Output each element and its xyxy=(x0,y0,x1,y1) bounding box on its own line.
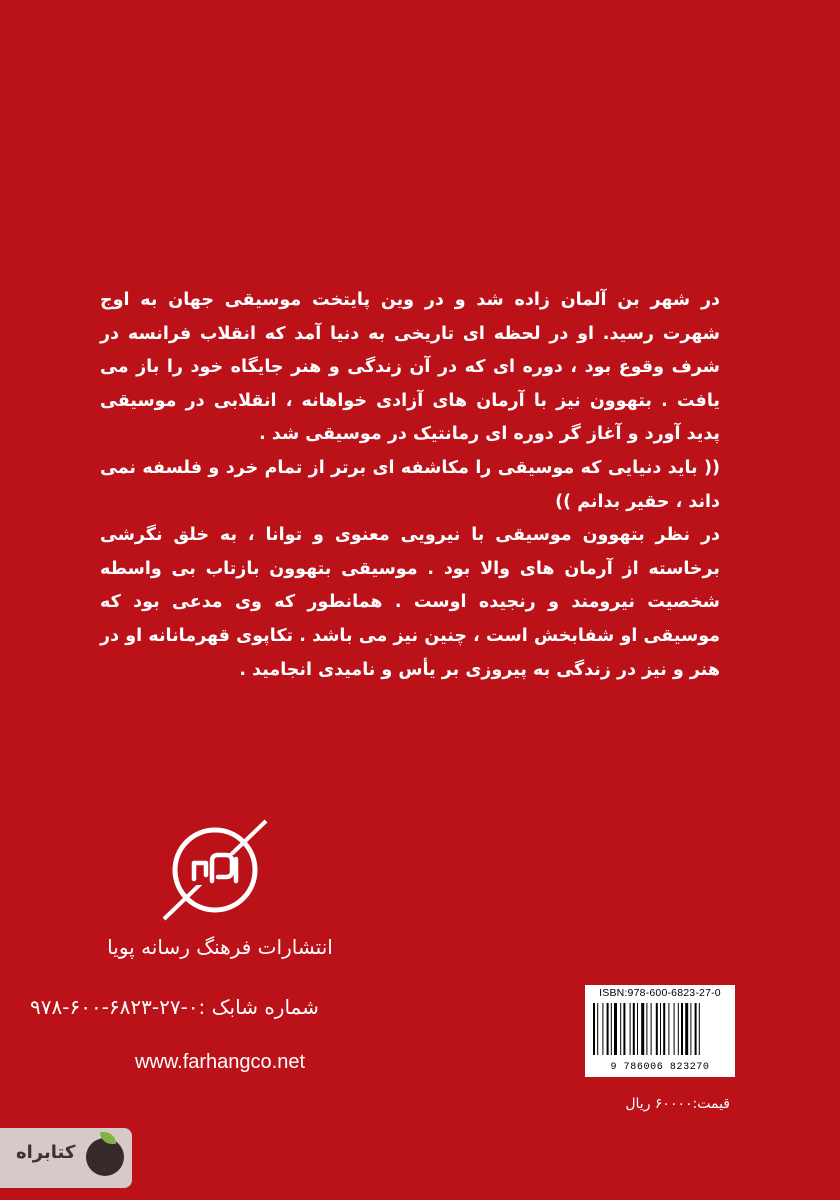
barcode-bar xyxy=(656,1003,658,1055)
barcode-bar xyxy=(641,1003,644,1055)
barcode-bar xyxy=(614,1003,617,1055)
website-link[interactable]: www.farhangco.net xyxy=(134,1051,306,1073)
barcode-bar xyxy=(668,1003,669,1055)
barcode-bar xyxy=(690,1003,691,1055)
barcode-bar xyxy=(674,1003,675,1055)
ketabrah-logo-icon xyxy=(86,1138,124,1176)
barcode-bar xyxy=(637,1003,638,1055)
isbn-text xyxy=(30,990,420,1024)
barcode-bar xyxy=(623,1003,625,1055)
barcode-bar xyxy=(597,1003,598,1055)
blurb-paragraph: در شهر بن آلمان زاده شد و در وین پایتخت موسیقی جهان به اوج شهرت رسید. او در لحظه ای تاریخی به دنیا آمد که انقلاب فرانسه در شرف وقوع بود ، دوره ای که در آن زندگی و هنر جایگاه خود را باز می یافت . بتهوون نیز با آرمان های آزادی خواهانه ، انقلابی در موسیقی پدید آورد و آغاز گر دوره ای رمانتیک در موسیقی شد . xyxy=(100,290,720,445)
back-cover-blurb xyxy=(100,284,720,687)
barcode-bar xyxy=(646,1003,647,1055)
barcode-bar xyxy=(685,1003,688,1055)
barcode-bar xyxy=(681,1003,683,1055)
isbn-line: شماره شابک :۰-۲۷-۶۸۲۳-۶۰۰-۹۷۸ xyxy=(30,995,319,1019)
barcode-bars-icon xyxy=(591,1003,729,1055)
price-label: قیمت:۶۰۰۰۰ ریال xyxy=(625,1096,730,1112)
barcode-bar xyxy=(611,1003,612,1055)
barcode-digits: 9 786006 823270 xyxy=(610,1062,710,1073)
barcode-bar xyxy=(633,1003,635,1055)
barcode-bar xyxy=(593,1003,595,1055)
barcode-bar xyxy=(620,1003,621,1055)
isbn-barcode xyxy=(585,985,735,1077)
barcode-bar xyxy=(663,1003,665,1055)
farhang-logo-icon xyxy=(160,815,270,925)
ketabrah-label: کتابراه xyxy=(16,1142,76,1163)
barcode-isbn-label: ISBN:978-600-6823-27-0 xyxy=(599,987,721,999)
publisher-name: انتشارات فرهنگ رسانه پویا xyxy=(107,935,333,959)
blurb-quote: (( باید دنیایی که موسیقی را مکاشفه ای برتر از تمام خرد و فلسفه نمی داند ، حقیر بدانم )) xyxy=(100,457,720,512)
barcode-bar xyxy=(699,1003,700,1055)
barcode-bar xyxy=(602,1003,603,1055)
barcode-bar xyxy=(630,1003,631,1055)
barcode-bar xyxy=(607,1003,609,1055)
barcode-bar xyxy=(660,1003,661,1055)
ketabrah-watermark xyxy=(0,1128,132,1188)
blurb-paragraph: در نظر بتهوون موسیقی با نیرویی معنوی و توانا ، به خلق نگرشی برخاسته از آرمان های والا بود . موسیقی بتهوون بازتاب بی واسطه شخصیت نیرومند و رنجیده اوست . همانطور که وی مدعی بود که موسیقی او شفابخش است ، چنین نیز می باشد . تکاپوی قهرمانانه او در هنر و نیز در زندگی به پیروزی بر یأس و نامیدی انجامید . xyxy=(100,525,720,680)
barcode-bar xyxy=(678,1003,679,1055)
barcode-bar xyxy=(695,1003,697,1055)
barcode-bar xyxy=(651,1003,652,1055)
